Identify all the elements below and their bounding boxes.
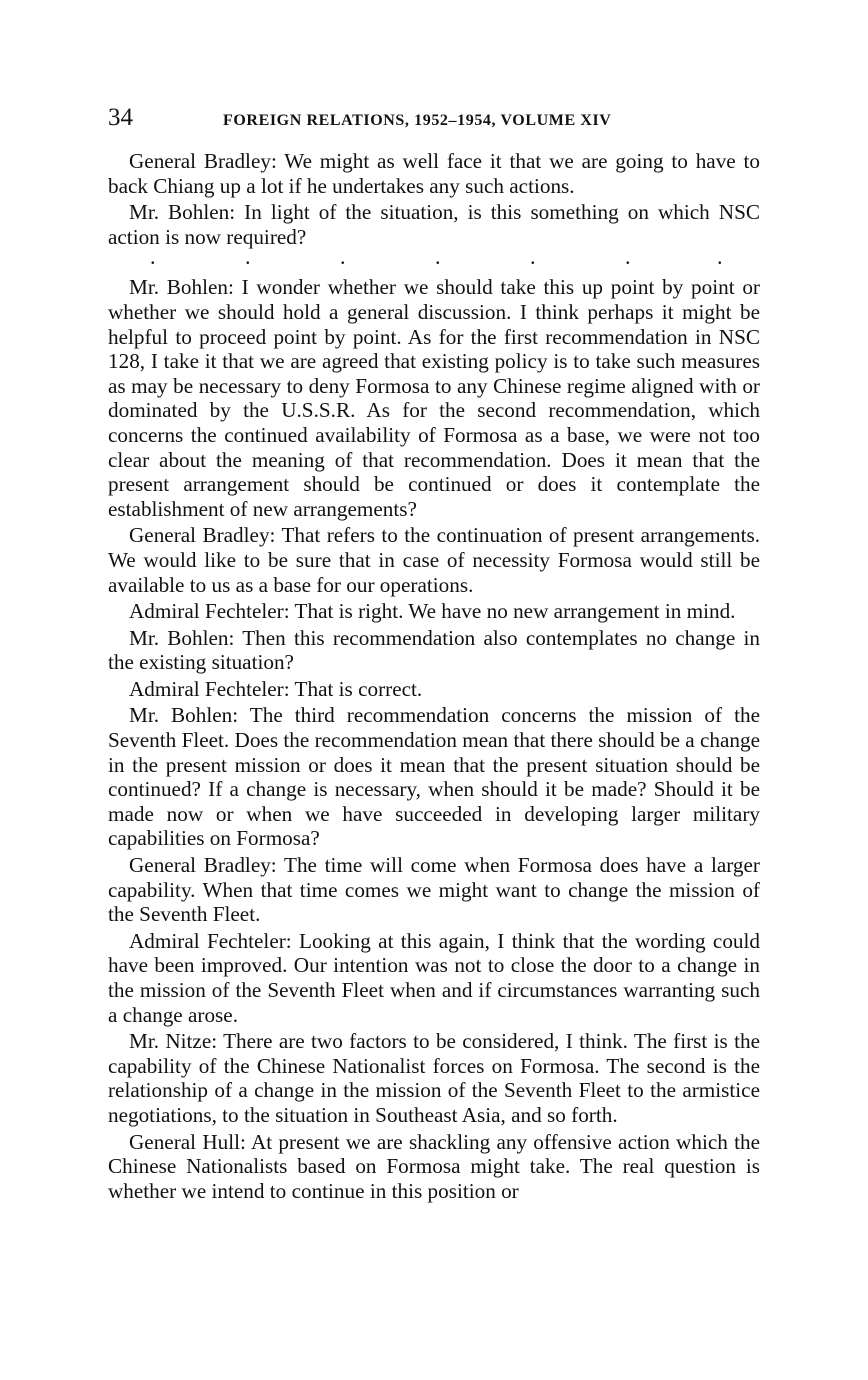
omission-ellipsis [108,245,760,269]
running-head-title: FOREIGN RELATIONS, 1952–1954, VOLUME XIV [223,112,612,129]
page-number: 34 [108,104,133,131]
ellipsis-dot: . [340,244,346,270]
paragraph: Admiral Fechteler: Looking at this again, I think that the wording could have been improved. Our intention was not to close the door to a change in the mission of the Seventh Fleet when and if circumstances warranting such a change arose. [108,928,760,1027]
ellipsis-dot: . [717,244,723,270]
paragraph: Mr. Nitze: There are two factors to be considered, I think. The first is the capability of the Chinese Nationalist forces on Formosa. The second is the relationship of a change in the mission of the Seventh Fleet to the armistice negotiations, to the situation in Southeast Asia, and so forth. [108,1029,760,1127]
paragraph: Mr. Bohlen: The third recommendation concerns the mission of the Seventh Fleet. Does the recommendation mean that there should be a change in the present mission or does it mean that the present situation should be continued? If a change is necessary, when should it be made? Should it be made now or when we have succeeded in developing larger military capabilities on Formosa? [108,703,760,851]
paragraph: General Bradley: The time will come when Formosa does have a larger capability. When that time comes we might want to change the mission of the Seventh Fleet. [108,853,760,927]
ellipsis-dot: . [530,244,536,270]
paragraph: Mr. Bohlen: I wonder whether we should take this up point by point or whether we should hold a general discussion. I think perhaps it might be helpful to proceed point by point. As for the first recommendation in NSC 128, I take it that we are agreed that existing policy is to take such measures as may be necessary to deny Formosa to any Chinese regime aligned with or dominated by the U.S.S.R. As for the second recommendation, which concerns the continued availability of Formosa as a base, we were not too clear about the meaning of that recommendation. Does it mean that the present arrangement should be continued or does it contemplate the establishment of new arrangements? [108,275,760,521]
paragraph: Mr. Bohlen: In light of the situation, is this something on which NSC action is now required? [108,200,760,249]
paragraph: General Hull: At present we are shackling any offensive action which the Chinese Nationalists based on Formosa might take. The real question is whether we intend to continue in this position or [108,1129,760,1203]
ellipsis-dot: . [245,244,251,270]
ellipsis-dot: . [435,244,441,270]
paragraph: General Bradley: We might as well face it that we are going to have to back Chiang up a lot if he undertakes any such actions. [108,149,760,198]
paragraph: Admiral Fechteler: That is correct. [129,676,423,701]
ellipsis-dot: . [150,244,156,270]
running-head [108,103,760,137]
paragraph: General Bradley: That refers to the continuation of present arrangements. We would like to be sure that in case of necessity Formosa would still be available to us as a base for our operations. [108,523,760,597]
ellipsis-dot: . [625,244,631,270]
paragraph: Mr. Bohlen: Then this recommendation also contemplates no change in the existing situation? [108,625,760,675]
paragraph: Admiral Fechteler: That is right. We have no new arrangement in mind. [129,599,736,624]
document-page [108,103,760,1205]
